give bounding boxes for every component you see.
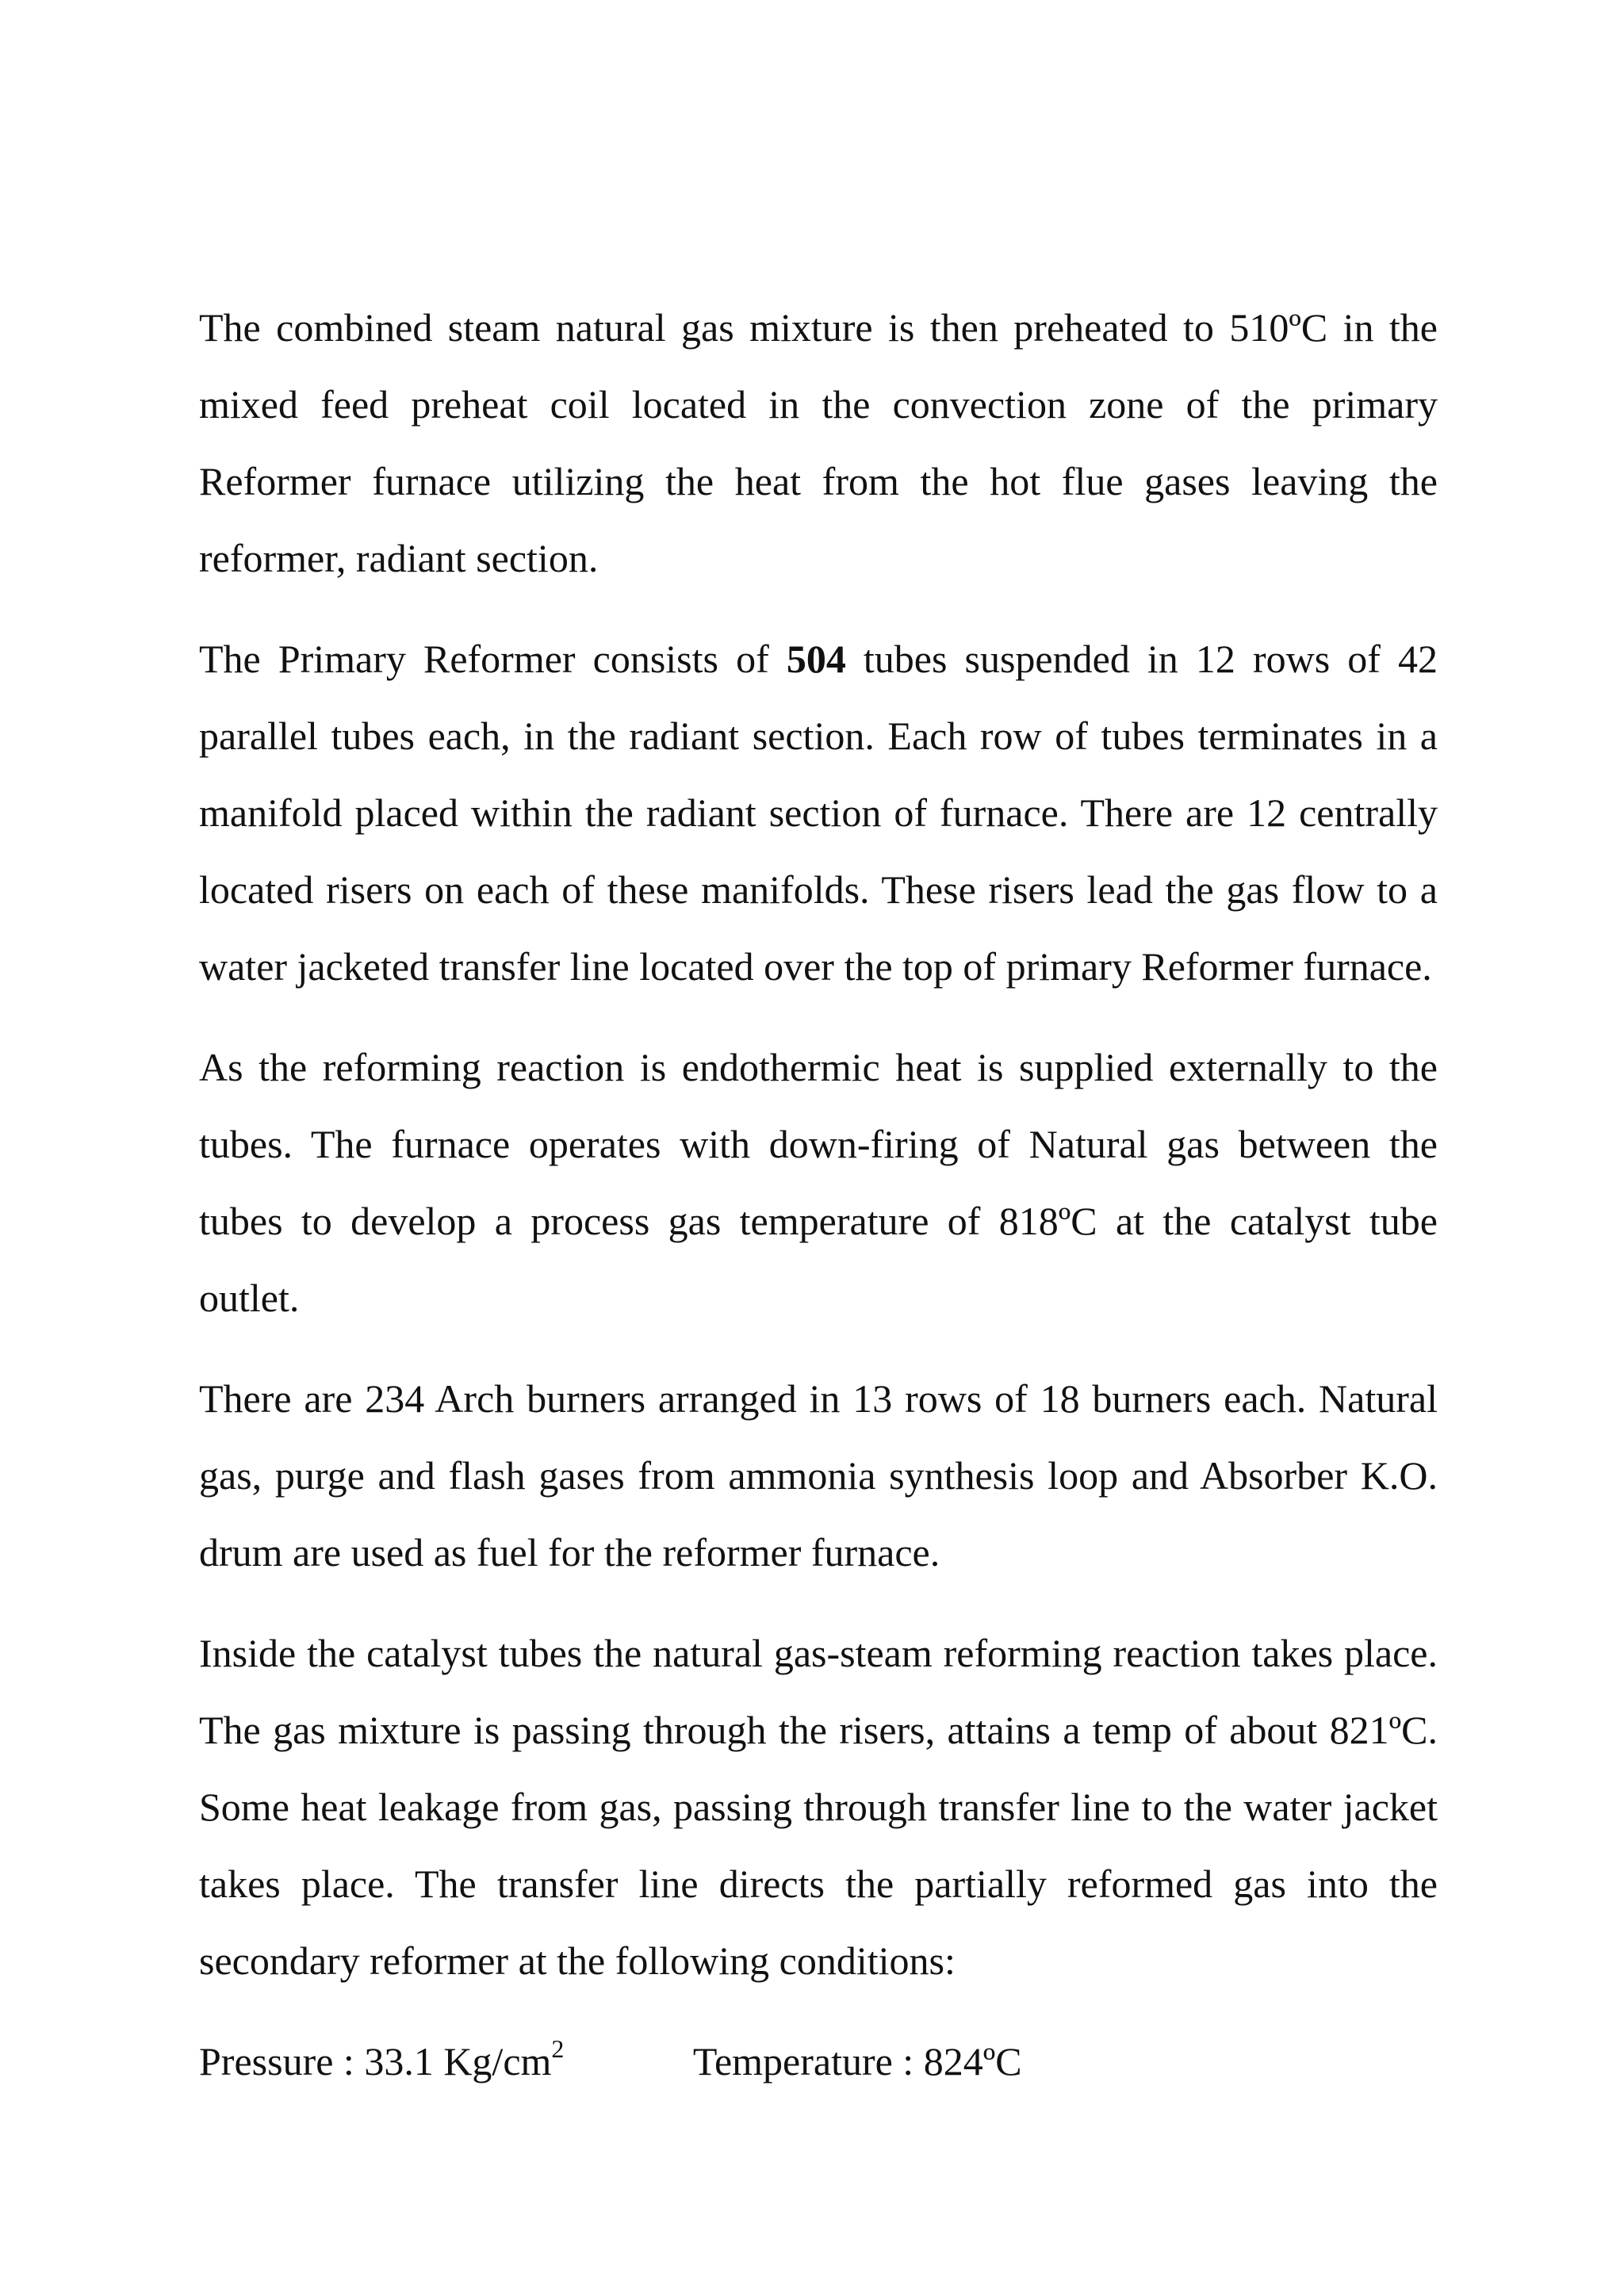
paragraph-arch-burners: There are 234 Arch burners arranged in 13 rows of 18 burners each. Natural gas, purge and flash gases from ammonia synthesis loop and Absorber K.O. drum are used as fuel for the reformer furnace.	[199, 1376, 1438, 1575]
temperature-block	[693, 2023, 1022, 2100]
transfer-line-conditions	[199, 2023, 1438, 2100]
temperature-label: Temperature :	[692, 2039, 924, 2084]
document-page	[199, 289, 1438, 2100]
paragraph-mixed-feed-preheat: The combined steam natural gas mixture is then preheated to 510ºC in the mixed feed preheat coil located in the convection zone of the primary Reformer furnace utilizing the heat from the hot flue gases leaving the reformer, radiant section.	[199, 305, 1438, 580]
paragraph-catalyst-tubes: Inside the catalyst tubes the natural gas-steam reforming reaction takes place. The gas mixture is passing through the risers, attains a temp of about 821ºC. Some heat leakage from gas, passing through transfer line to the water jacket takes place. The transfer line directs the partially reformed gas into the secondary reformer at the following conditions:	[199, 1631, 1438, 1983]
paragraph-text-start: The Primary Reformer consists of	[199, 637, 787, 681]
temperature-value: 824ºC	[923, 2039, 1022, 2084]
paragraph-endothermic-heat: As the reforming reaction is endothermic heat is supplied externally to the tubes. The furnace operates with down-firing of Natural gas between the tubes to develop a process gas temperature of 818ºC at the catalyst tube outlet.	[199, 1045, 1438, 1320]
tube-count-bold: 504	[786, 637, 846, 681]
paragraph-text-end: tubes suspended in 12 rows of 42 parallel tubes each, in the radiant section. Each row of tubes terminates in a manifold placed within the radiant section of furnace. There are 12 centrally located risers on each of these manifolds. These risers lead the gas flow to a water jacketed transfer line located over the top of primary Reformer furnace.	[199, 637, 1438, 989]
pressure-value: 33.1 Kg/cm	[364, 2039, 552, 2084]
pressure-label: Pressure :	[199, 2039, 365, 2084]
pressure-unit-superscript: 2	[551, 2034, 565, 2063]
paragraph-primary-reformer-tubes	[199, 621, 1438, 1005]
